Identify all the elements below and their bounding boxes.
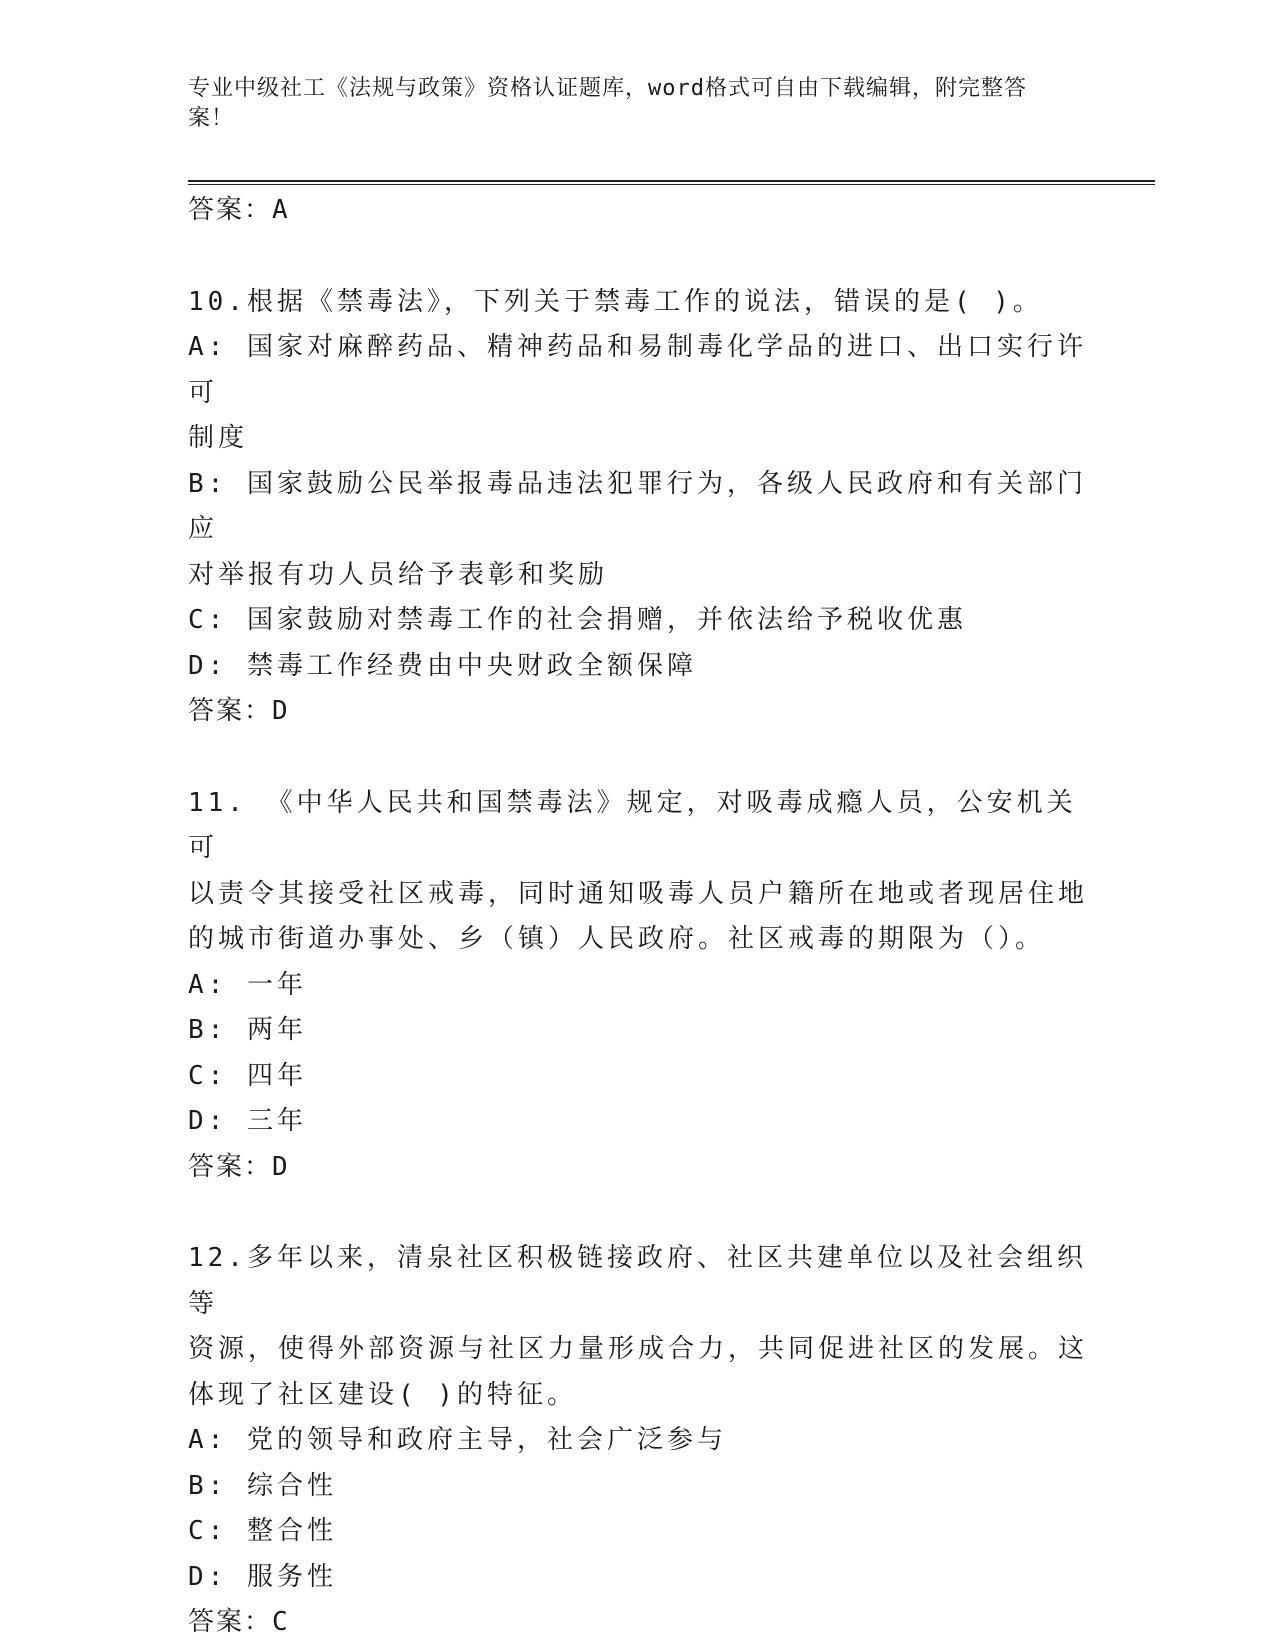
question-stem: 11. 《中华人民共和国禁毒法》规定，对吸毒成瘾人员，公安机关可 (188, 787, 1077, 863)
option-d: D: 服务性 (188, 1561, 337, 1592)
spacer (188, 234, 1088, 280)
option-a: A: 一年 (188, 969, 307, 1000)
option-a: A: 国家对麻醉药品、精神药品和易制毒化学品的进口、出口实行许可 (188, 332, 1087, 408)
answer: 答案：C (188, 1607, 290, 1637)
option-c: C: 国家鼓励对禁毒工作的社会捐赠，并依法给予税收优惠 (188, 605, 967, 635)
spacer (188, 735, 1088, 781)
option-b-continued: 对举报有功人员给予表彰和奖励 (188, 559, 609, 590)
option-b: B: 两年 (188, 1015, 307, 1045)
answer: 答案：D (188, 1151, 290, 1182)
page-header-text: 专业中级社工《法规与政策》资格认证题库，word格式可自由下载编辑，附完整答案！ (188, 76, 1027, 131)
option-a: A: 党的领导和政府主导，社会广泛参与 (188, 1425, 727, 1455)
option-a-continued: 制度 (188, 423, 249, 453)
question-stem-continued: 体现了社区建设( )的特征。 (188, 1379, 577, 1410)
question-block (188, 781, 1088, 1191)
option-c: C: 四年 (188, 1060, 307, 1091)
question-content (188, 188, 1088, 1646)
question-stem: 10.根据《禁毒法》，下列关于禁毒工作的说法，错误的是( )。 (188, 286, 1043, 317)
question-stem-continued: 资源，使得外部资源与社区力量形成合力，共同促进社区的发展。这 (188, 1334, 1089, 1364)
option-b: B: 国家鼓励公民举报毒品违法犯罪行为，各级人民政府和有关部门应 (188, 468, 1087, 544)
question-stem: 12.多年以来，清泉社区积极链接政府、社区共建单位以及社会组织等 (188, 1243, 1087, 1319)
question-stem-continued: 以责令其接受社区戒毒，同时通知吸毒人员户籍所在地或者现居住地 (188, 878, 1089, 909)
option-c: C: 整合性 (188, 1516, 337, 1546)
option-d: D: 三年 (188, 1106, 307, 1136)
spacer (188, 1190, 1088, 1236)
header-divider (188, 180, 1155, 185)
question-block (188, 1236, 1088, 1646)
answer: 答案：D (188, 696, 290, 726)
question-stem-continued: 的城市街道办事处、乡（镇）人民政府。社区戒毒的期限为（）。 (188, 924, 1046, 954)
previous-answer: 答案：A (188, 195, 290, 225)
option-d: D: 禁毒工作经费由中央财政全额保障 (188, 650, 697, 681)
question-block (188, 280, 1088, 735)
option-b: B: 综合性 (188, 1470, 337, 1501)
